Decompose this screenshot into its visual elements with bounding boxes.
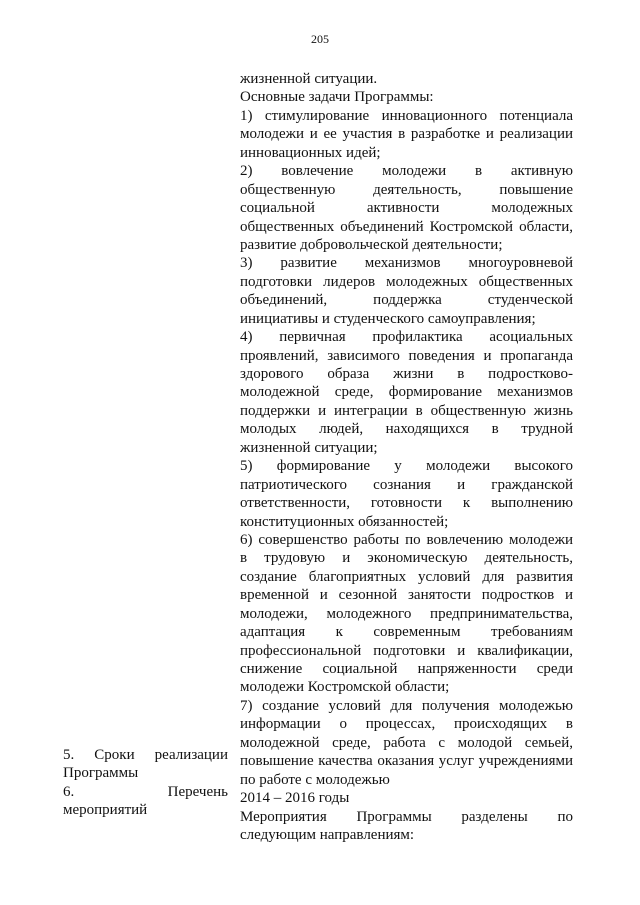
text-line: инициативы и студенческого самоуправления; xyxy=(240,310,536,327)
text-line: развитие добровольческой деятельности; xyxy=(240,236,503,253)
text-line: следующим направлениям: xyxy=(240,826,415,843)
text-line: информации о процессах, происходящих в xyxy=(240,716,573,733)
text-line: повышение качества оказания услуг учреждениями xyxy=(240,753,573,770)
program-description-column xyxy=(240,70,573,844)
text-line: жизненной ситуации. xyxy=(240,71,378,87)
section-5-label-line-2: Программы xyxy=(63,765,139,782)
text-line: профессиональной подготовки и квалификации, xyxy=(240,642,573,659)
text-line: 1) стимулирование инновационного потенциала xyxy=(240,107,573,124)
section-6-label xyxy=(63,783,228,820)
text-line: молодежной среде, работа с молодой семьей, xyxy=(240,734,573,751)
text-line: создание благоприятных условий для развития xyxy=(240,568,573,585)
section-6-label-line-1: 6. Перечень xyxy=(63,784,228,800)
text-line: здорового образа жизни в подростково- xyxy=(240,366,573,382)
text-line: 3) развитие механизмов многоуровневой xyxy=(240,255,573,272)
text-line: 6) совершенство работы по вовлечению молодежи xyxy=(240,531,573,548)
section-6-label-line-2: мероприятий xyxy=(63,802,148,819)
text-line: 4) первичная профилактика асоциальных xyxy=(240,329,573,346)
text-line: Мероприятия Программы разделены по xyxy=(240,808,573,825)
section-5-label xyxy=(63,746,228,783)
text-line: 7) создание условий для получения молодежью xyxy=(240,697,573,714)
text-line: 2) вовлечение молодежи в активную xyxy=(240,163,573,180)
text-line: объединений, поддержка студенческой xyxy=(240,292,573,309)
text-line: Основные задачи Программы: xyxy=(240,89,434,106)
text-line: ответственности, готовности к выполнению xyxy=(240,495,573,512)
text-line: общественных объединений Костромской области, xyxy=(240,218,573,235)
text-line: жизненной ситуации; xyxy=(240,439,378,456)
text-line: проявлений, зависимого поведения и пропаганда xyxy=(240,347,573,364)
text-line: в трудовую и экономическую деятельность, xyxy=(240,550,573,567)
text-line: адаптация к современным требованиям xyxy=(240,624,573,641)
text-line: по работе с молодежью xyxy=(240,771,390,788)
text-line: 2014 – 2016 годы xyxy=(240,790,350,807)
text-line: молодежной среде, формирование механизмов xyxy=(240,384,573,401)
text-line: общественную деятельность, повышение xyxy=(240,181,573,198)
text-line: поддержки и интеграции в общественную жизнь xyxy=(240,402,573,419)
section-5-label-line-1: 5. Сроки реализации xyxy=(63,747,228,763)
text-line: молодежи, молодежного предпринимательства, xyxy=(240,605,573,622)
text-line: 5) формирование у молодежи высокого xyxy=(240,458,573,475)
text-line: временной и сезонной занятости подростков и xyxy=(240,587,573,604)
text-line: социальной активности молодежных xyxy=(240,200,573,217)
text-line: подготовки лидеров молодежных общественных xyxy=(240,273,573,290)
text-line: молодежи Костромской области; xyxy=(240,679,450,696)
text-line: снижение социальной напряженности среди xyxy=(240,661,573,677)
text-line: конституционных обязанностей; xyxy=(240,513,449,530)
text-line: патриотического сознания и гражданской xyxy=(240,476,573,493)
page-number: 205 xyxy=(311,32,329,46)
text-line: молодежи и ее участия в разработке и реализации xyxy=(240,126,573,143)
text-line: инновационных идей; xyxy=(240,144,381,161)
text-line: молодых людей, находящихся в трудной xyxy=(240,421,573,438)
